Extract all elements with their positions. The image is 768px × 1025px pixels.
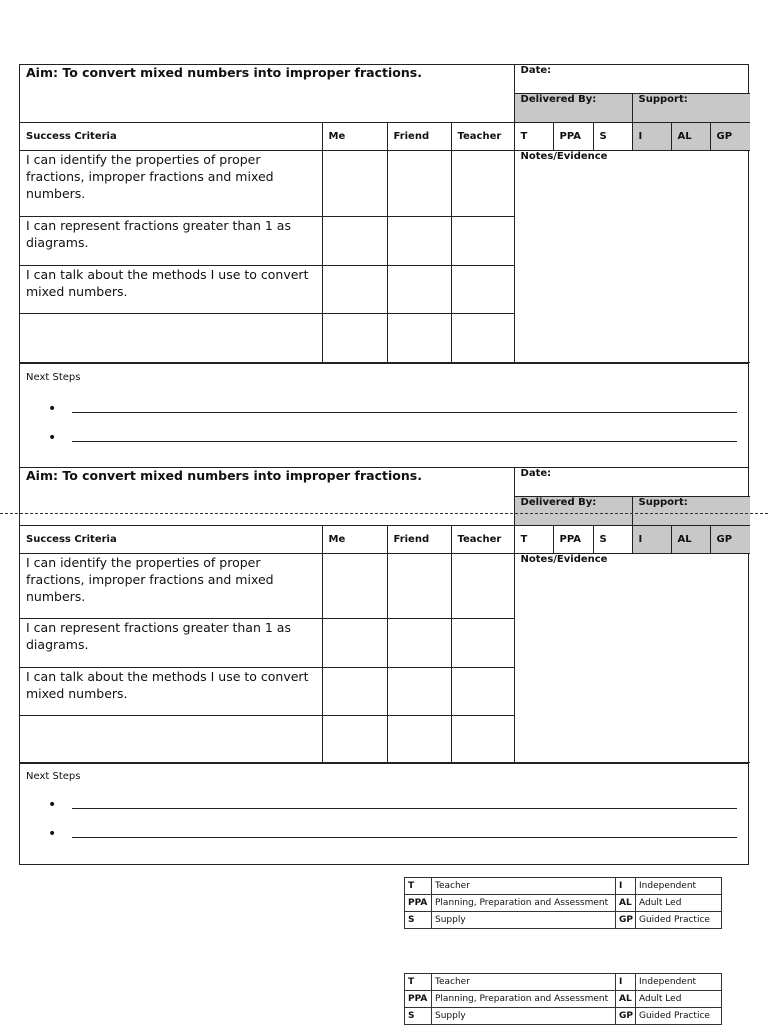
next-step-line-1[interactable] [72,412,737,413]
aim-title: Aim: To convert mixed numbers into improper fractions. [20,468,514,525]
key-meaning: Independent [636,974,722,991]
key-code: AL [616,991,636,1008]
key-code: T [405,974,432,991]
code-i[interactable]: I [632,122,671,150]
friend-check[interactable] [387,150,451,216]
key-meaning: Supply [432,912,616,929]
me-check[interactable] [322,150,387,216]
criterion-blank[interactable] [20,313,322,362]
key-code: T [405,878,432,895]
key-code: PPA [405,895,432,912]
code-s[interactable]: S [593,122,632,150]
bullet-1: • [48,796,57,813]
assessment-table [20,65,750,363]
date-field[interactable]: Date: [514,65,750,93]
criterion-2: I can represent fractions greater than 1 as diagrams. [20,216,322,265]
code-i[interactable]: I [632,525,671,553]
aim-title: Aim: To convert mixed numbers into improper fractions. [20,65,514,122]
assessment-sheet-1 [19,64,749,468]
friend-check[interactable] [387,265,451,313]
key-meaning: Guided Practice [636,912,722,929]
key-meaning: Teacher [432,974,616,991]
criterion-3: I can talk about the methods I use to convert mixed numbers. [20,265,322,313]
me-check[interactable] [322,618,387,667]
bullet-2: • [48,429,57,446]
me-check[interactable] [322,715,387,762]
key-code: I [616,878,636,895]
friend-check[interactable] [387,715,451,762]
delivered-by-label: Delivered By: [514,496,632,525]
criterion-blank[interactable] [20,715,322,762]
col-teacher: Teacher [451,122,514,150]
teacher-check[interactable] [451,553,514,618]
col-success-criteria: Success Criteria [20,122,322,150]
next-step-line-2[interactable] [72,441,737,442]
code-al[interactable]: AL [671,122,710,150]
notes-evidence[interactable] [514,150,750,362]
key-meaning: Adult Led [636,895,722,912]
cut-line [0,513,768,514]
key-code: S [405,1008,432,1025]
key-meaning: Planning, Preparation and Assessment [432,895,616,912]
teacher-check[interactable] [451,667,514,715]
next-steps-label: Next Steps [26,770,81,782]
assessment-sheet-2 [19,467,749,865]
friend-check[interactable] [387,216,451,265]
notes-evidence[interactable] [514,553,750,762]
friend-check[interactable] [387,618,451,667]
teacher-check[interactable] [451,715,514,762]
key-row [405,878,722,895]
notes-label: Notes/Evidence [520,553,608,565]
teacher-check[interactable] [451,150,514,216]
me-check[interactable] [322,313,387,362]
col-success-criteria: Success Criteria [20,525,322,553]
next-steps-section [20,363,748,467]
key-row [405,912,722,929]
code-t[interactable]: T [514,122,553,150]
date-field[interactable]: Date: [514,468,750,496]
me-check[interactable] [322,216,387,265]
key-table-2 [404,973,722,1025]
code-t[interactable]: T [514,525,553,553]
key-meaning: Adult Led [636,991,722,1008]
key-row [405,991,722,1008]
me-check[interactable] [322,553,387,618]
next-steps-section [20,763,748,864]
key-row [405,1008,722,1025]
code-gp[interactable]: GP [710,525,750,553]
bullet-2: • [48,825,57,842]
key-code: GP [616,1008,636,1025]
code-al[interactable]: AL [671,525,710,553]
key-meaning: Guided Practice [636,1008,722,1025]
key-code: GP [616,912,636,929]
criterion-3: I can talk about the methods I use to convert mixed numbers. [20,667,322,715]
friend-check[interactable] [387,313,451,362]
next-step-line-1[interactable] [72,808,737,809]
col-me: Me [322,122,387,150]
criterion-2: I can represent fractions greater than 1 as diagrams. [20,618,322,667]
me-check[interactable] [322,265,387,313]
me-check[interactable] [322,667,387,715]
support-label: Support: [632,496,750,525]
key-code: S [405,912,432,929]
key-meaning: Supply [432,1008,616,1025]
code-gp[interactable]: GP [710,122,750,150]
key-row [405,974,722,991]
key-meaning: Planning, Preparation and Assessment [432,991,616,1008]
friend-check[interactable] [387,667,451,715]
key-meaning: Teacher [432,878,616,895]
teacher-check[interactable] [451,313,514,362]
support-label: Support: [632,93,750,122]
criterion-1: I can identify the properties of proper fractions, improper fractions and mixed numbers. [20,553,322,618]
friend-check[interactable] [387,553,451,618]
col-teacher: Teacher [451,525,514,553]
col-friend: Friend [387,525,451,553]
code-s[interactable]: S [593,525,632,553]
key-code: PPA [405,991,432,1008]
next-step-line-2[interactable] [72,837,737,838]
next-steps-label: Next Steps [26,371,81,383]
delivered-by-label: Delivered By: [514,93,632,122]
teacher-check[interactable] [451,618,514,667]
key-row [405,895,722,912]
key-meaning: Independent [636,878,722,895]
col-friend: Friend [387,122,451,150]
col-me: Me [322,525,387,553]
bullet-1: • [48,400,57,417]
key-code: AL [616,895,636,912]
code-ppa[interactable]: PPA [553,525,593,553]
teacher-check[interactable] [451,265,514,313]
notes-label: Notes/Evidence [520,150,608,162]
criterion-1: I can identify the properties of proper fractions, improper fractions and mixed numbers. [20,150,322,216]
key-code: I [616,974,636,991]
teacher-check[interactable] [451,216,514,265]
code-ppa[interactable]: PPA [553,122,593,150]
key-table-1 [404,877,722,929]
